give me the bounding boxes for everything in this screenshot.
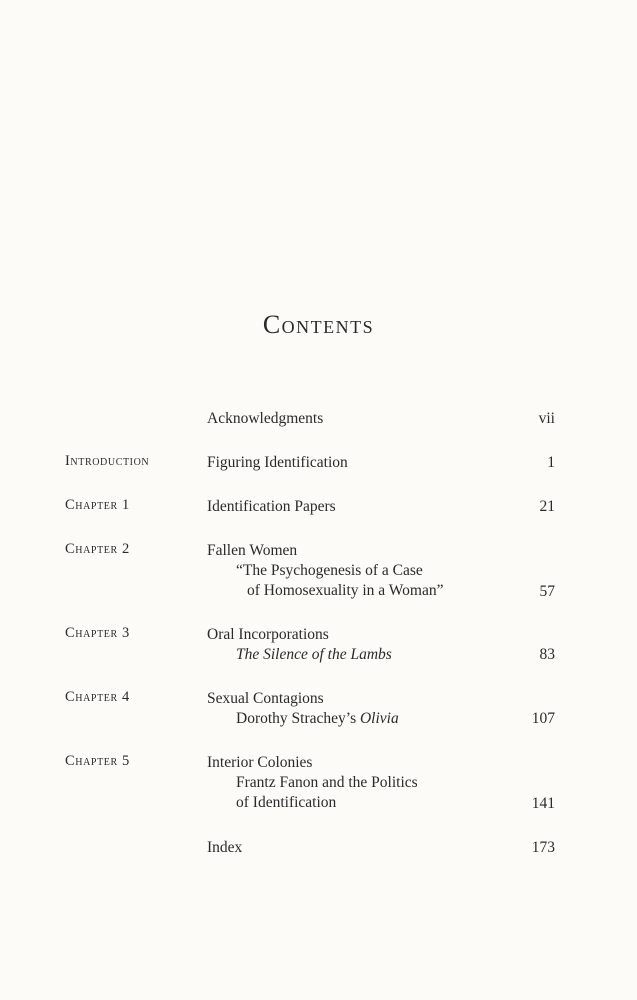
toc-page-number: 21 [539, 498, 555, 515]
toc-title: Acknowledgments [207, 410, 324, 427]
toc-title-block [207, 625, 527, 665]
toc-label: Chapter 4 [65, 689, 130, 705]
toc-title: Sexual Contagions [207, 690, 324, 707]
toc-title: Index [207, 839, 243, 856]
page-title: Contents [262, 310, 375, 339]
toc-title: Identification Papers [207, 498, 336, 515]
toc-title: Fallen Women [207, 542, 298, 559]
toc-title-block [207, 453, 527, 473]
toc-title-block [207, 497, 527, 517]
toc-title: Figuring Identification [207, 454, 348, 471]
toc-page-number: vii [538, 410, 555, 427]
toc-title: Interior Colonies [207, 754, 313, 771]
toc-subtitle-text: Dorothy Strachey’s [236, 710, 360, 727]
toc-page-number: 1 [547, 454, 555, 471]
toc-page-number: 107 [531, 710, 555, 727]
toc-label: Chapter 5 [65, 753, 130, 769]
toc-title-block [207, 689, 527, 729]
toc-page-number: 83 [539, 646, 555, 663]
toc-page-number: 141 [531, 795, 555, 812]
toc-title-block [207, 838, 527, 858]
toc-title-block [207, 409, 527, 429]
toc-label: Chapter 2 [65, 541, 130, 557]
toc-title: Oral Incorporations [207, 626, 329, 643]
toc-label: Chapter 1 [65, 497, 130, 513]
toc-subtitle-italic: Olivia [359, 710, 399, 727]
toc-title-block [207, 753, 527, 813]
toc-subtitle: Frantz Fanon and the Politics [236, 774, 418, 791]
toc-subtitle: “The Psychogenesis of a Case [236, 562, 423, 579]
toc-page-number: 57 [539, 583, 555, 600]
toc-subtitle: of Identification [236, 794, 337, 811]
toc-page-number: 173 [531, 839, 555, 856]
toc-label: Introduction [65, 453, 150, 469]
toc-title-block [207, 541, 527, 601]
toc-subtitle: of Homosexuality in a Woman” [247, 582, 444, 599]
toc-label: Chapter 3 [65, 625, 130, 641]
toc-subtitle [207, 709, 527, 729]
toc-subtitle: The Silence of the Lambs [236, 646, 392, 663]
